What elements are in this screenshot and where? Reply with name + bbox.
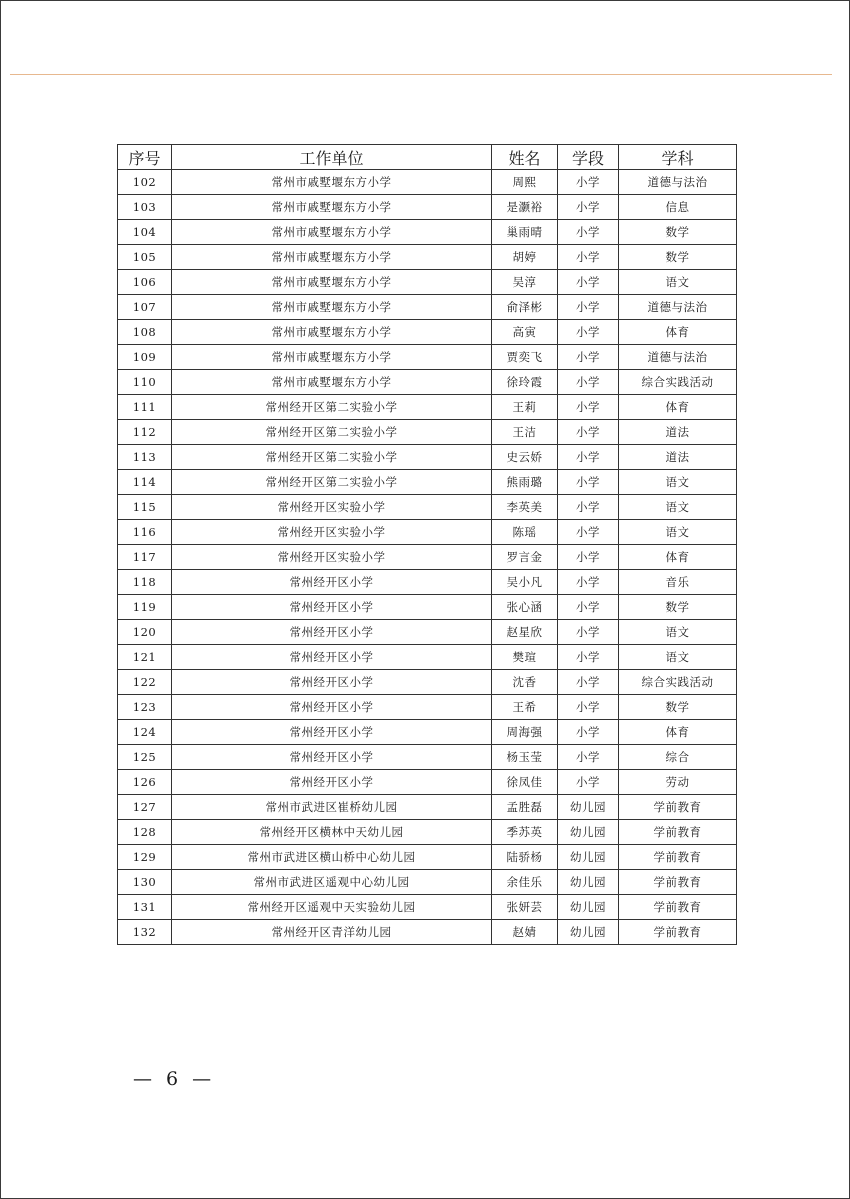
table-header-row xyxy=(118,145,737,170)
cell-name: 陆骄杨 xyxy=(492,845,558,870)
cell-workplace: 常州市武进区横山桥中心幼儿园 xyxy=(172,845,492,870)
cell-name: 熊雨璐 xyxy=(492,470,558,495)
cell-number: 121 xyxy=(118,645,172,670)
cell-number: 102 xyxy=(118,170,172,195)
cell-name: 吴淳 xyxy=(492,270,558,295)
cell-subject: 学前教育 xyxy=(619,845,737,870)
cell-stage: 小学 xyxy=(558,620,619,645)
table-row xyxy=(118,820,737,845)
table-row xyxy=(118,720,737,745)
cell-workplace: 常州经开区第二实验小学 xyxy=(172,470,492,495)
cell-workplace: 常州经开区小学 xyxy=(172,595,492,620)
cell-number: 131 xyxy=(118,895,172,920)
cell-number: 123 xyxy=(118,695,172,720)
cell-stage: 幼儿园 xyxy=(558,870,619,895)
table-row xyxy=(118,770,737,795)
cell-stage: 幼儿园 xyxy=(558,795,619,820)
cell-stage: 幼儿园 xyxy=(558,845,619,870)
cell-number: 111 xyxy=(118,395,172,420)
cell-stage: 幼儿园 xyxy=(558,895,619,920)
cell-stage: 小学 xyxy=(558,520,619,545)
table-row xyxy=(118,895,737,920)
cell-workplace: 常州市戚墅堰东方小学 xyxy=(172,270,492,295)
cell-number: 108 xyxy=(118,320,172,345)
column-header-subject: 学科 xyxy=(619,145,737,170)
cell-stage: 小学 xyxy=(558,495,619,520)
cell-workplace: 常州经开区小学 xyxy=(172,745,492,770)
cell-stage: 小学 xyxy=(558,370,619,395)
cell-workplace: 常州市戚墅堰东方小学 xyxy=(172,345,492,370)
cell-name: 樊瑄 xyxy=(492,645,558,670)
table-row xyxy=(118,370,737,395)
cell-stage: 小学 xyxy=(558,295,619,320)
cell-number: 106 xyxy=(118,270,172,295)
cell-subject: 语文 xyxy=(619,495,737,520)
table-row xyxy=(118,920,737,945)
cell-number: 126 xyxy=(118,770,172,795)
cell-stage: 小学 xyxy=(558,320,619,345)
table-row xyxy=(118,545,737,570)
header-rule xyxy=(10,74,832,75)
cell-workplace: 常州市戚墅堰东方小学 xyxy=(172,370,492,395)
table-row xyxy=(118,595,737,620)
cell-subject: 语文 xyxy=(619,470,737,495)
column-header-number: 序号 xyxy=(118,145,172,170)
cell-subject: 学前教育 xyxy=(619,795,737,820)
table-row xyxy=(118,445,737,470)
table-row xyxy=(118,495,737,520)
cell-name: 高寅 xyxy=(492,320,558,345)
cell-name: 罗言金 xyxy=(492,545,558,570)
cell-number: 119 xyxy=(118,595,172,620)
cell-subject: 学前教育 xyxy=(619,820,737,845)
cell-number: 124 xyxy=(118,720,172,745)
cell-subject: 音乐 xyxy=(619,570,737,595)
cell-stage: 小学 xyxy=(558,420,619,445)
cell-subject: 语文 xyxy=(619,270,737,295)
table-row xyxy=(118,220,737,245)
cell-number: 113 xyxy=(118,445,172,470)
cell-stage: 小学 xyxy=(558,345,619,370)
cell-workplace: 常州经开区小学 xyxy=(172,770,492,795)
cell-name: 史云娇 xyxy=(492,445,558,470)
cell-subject: 体育 xyxy=(619,720,737,745)
cell-stage: 小学 xyxy=(558,170,619,195)
cell-workplace: 常州经开区实验小学 xyxy=(172,495,492,520)
cell-name: 余佳乐 xyxy=(492,870,558,895)
cell-workplace: 常州经开区第二实验小学 xyxy=(172,395,492,420)
cell-workplace: 常州市戚墅堰东方小学 xyxy=(172,245,492,270)
cell-number: 112 xyxy=(118,420,172,445)
cell-stage: 小学 xyxy=(558,195,619,220)
cell-subject: 语文 xyxy=(619,620,737,645)
cell-stage: 幼儿园 xyxy=(558,820,619,845)
table-row xyxy=(118,345,737,370)
cell-workplace: 常州经开区小学 xyxy=(172,670,492,695)
cell-subject: 道德与法治 xyxy=(619,345,737,370)
table-row xyxy=(118,645,737,670)
cell-workplace: 常州经开区第二实验小学 xyxy=(172,445,492,470)
table-row xyxy=(118,570,737,595)
cell-number: 132 xyxy=(118,920,172,945)
cell-number: 105 xyxy=(118,245,172,270)
cell-stage: 小学 xyxy=(558,745,619,770)
column-header-stage: 学段 xyxy=(558,145,619,170)
cell-stage: 小学 xyxy=(558,445,619,470)
cell-workplace: 常州经开区小学 xyxy=(172,620,492,645)
cell-name: 李英美 xyxy=(492,495,558,520)
page-number: — 6 — xyxy=(133,1068,216,1090)
cell-subject: 道法 xyxy=(619,445,737,470)
cell-stage: 小学 xyxy=(558,570,619,595)
cell-name: 陈瑶 xyxy=(492,520,558,545)
cell-subject: 语文 xyxy=(619,520,737,545)
table-row xyxy=(118,620,737,645)
table-row xyxy=(118,420,737,445)
cell-subject: 劳动 xyxy=(619,770,737,795)
cell-subject: 学前教育 xyxy=(619,920,737,945)
table-row xyxy=(118,695,737,720)
cell-subject: 语文 xyxy=(619,645,737,670)
cell-subject: 体育 xyxy=(619,545,737,570)
cell-name: 俞泽彬 xyxy=(492,295,558,320)
cell-workplace: 常州市武进区崔桥幼儿园 xyxy=(172,795,492,820)
cell-number: 109 xyxy=(118,345,172,370)
table-row xyxy=(118,245,737,270)
cell-subject: 数学 xyxy=(619,695,737,720)
cell-subject: 综合 xyxy=(619,745,737,770)
table-row xyxy=(118,295,737,320)
cell-number: 118 xyxy=(118,570,172,595)
cell-workplace: 常州经开区小学 xyxy=(172,720,492,745)
cell-workplace: 常州经开区小学 xyxy=(172,695,492,720)
cell-stage: 小学 xyxy=(558,270,619,295)
cell-workplace: 常州市武进区遥观中心幼儿园 xyxy=(172,870,492,895)
cell-workplace: 常州经开区小学 xyxy=(172,645,492,670)
cell-stage: 小学 xyxy=(558,545,619,570)
table-body xyxy=(118,170,737,945)
cell-name: 赵星欣 xyxy=(492,620,558,645)
cell-number: 129 xyxy=(118,845,172,870)
cell-name: 巢雨晴 xyxy=(492,220,558,245)
cell-stage: 幼儿园 xyxy=(558,920,619,945)
cell-stage: 小学 xyxy=(558,695,619,720)
cell-name: 沈香 xyxy=(492,670,558,695)
cell-workplace: 常州经开区实验小学 xyxy=(172,520,492,545)
cell-subject: 信息 xyxy=(619,195,737,220)
column-header-workplace: 工作单位 xyxy=(172,145,492,170)
cell-stage: 小学 xyxy=(558,395,619,420)
cell-number: 127 xyxy=(118,795,172,820)
table-row xyxy=(118,170,737,195)
cell-name: 王莉 xyxy=(492,395,558,420)
cell-stage: 小学 xyxy=(558,220,619,245)
cell-number: 116 xyxy=(118,520,172,545)
cell-stage: 小学 xyxy=(558,470,619,495)
cell-subject: 数学 xyxy=(619,595,737,620)
cell-name: 赵婧 xyxy=(492,920,558,945)
cell-workplace: 常州经开区小学 xyxy=(172,570,492,595)
cell-number: 103 xyxy=(118,195,172,220)
table-row xyxy=(118,670,737,695)
cell-number: 130 xyxy=(118,870,172,895)
table-row xyxy=(118,470,737,495)
cell-number: 128 xyxy=(118,820,172,845)
cell-number: 122 xyxy=(118,670,172,695)
cell-name: 季苏英 xyxy=(492,820,558,845)
cell-subject: 学前教育 xyxy=(619,870,737,895)
cell-name: 王希 xyxy=(492,695,558,720)
table-row xyxy=(118,320,737,345)
cell-stage: 小学 xyxy=(558,245,619,270)
cell-name: 张心涵 xyxy=(492,595,558,620)
cell-number: 107 xyxy=(118,295,172,320)
cell-subject: 体育 xyxy=(619,395,737,420)
cell-workplace: 常州经开区实验小学 xyxy=(172,545,492,570)
cell-subject: 道法 xyxy=(619,420,737,445)
cell-subject: 数学 xyxy=(619,245,737,270)
cell-number: 114 xyxy=(118,470,172,495)
cell-stage: 小学 xyxy=(558,720,619,745)
cell-name: 周海强 xyxy=(492,720,558,745)
cell-workplace: 常州市戚墅堰东方小学 xyxy=(172,220,492,245)
cell-number: 125 xyxy=(118,745,172,770)
table-row xyxy=(118,195,737,220)
cell-name: 胡婷 xyxy=(492,245,558,270)
column-header-name: 姓名 xyxy=(492,145,558,170)
table-row xyxy=(118,845,737,870)
cell-subject: 综合实践活动 xyxy=(619,370,737,395)
cell-stage: 小学 xyxy=(558,645,619,670)
cell-name: 是灏裕 xyxy=(492,195,558,220)
cell-subject: 数学 xyxy=(619,220,737,245)
cell-name: 徐玲霞 xyxy=(492,370,558,395)
cell-subject: 综合实践活动 xyxy=(619,670,737,695)
cell-workplace: 常州市戚墅堰东方小学 xyxy=(172,295,492,320)
cell-subject: 学前教育 xyxy=(619,895,737,920)
table-row xyxy=(118,520,737,545)
cell-workplace: 常州市戚墅堰东方小学 xyxy=(172,195,492,220)
cell-name: 周熙 xyxy=(492,170,558,195)
cell-workplace: 常州市戚墅堰东方小学 xyxy=(172,170,492,195)
roster-table xyxy=(117,144,737,945)
table-row xyxy=(118,270,737,295)
cell-subject: 道德与法治 xyxy=(619,170,737,195)
cell-number: 117 xyxy=(118,545,172,570)
cell-name: 张妍芸 xyxy=(492,895,558,920)
cell-workplace: 常州市戚墅堰东方小学 xyxy=(172,320,492,345)
cell-stage: 小学 xyxy=(558,670,619,695)
cell-number: 110 xyxy=(118,370,172,395)
table-row xyxy=(118,870,737,895)
cell-stage: 小学 xyxy=(558,595,619,620)
cell-number: 104 xyxy=(118,220,172,245)
cell-stage: 小学 xyxy=(558,770,619,795)
cell-name: 吴小凡 xyxy=(492,570,558,595)
cell-number: 115 xyxy=(118,495,172,520)
cell-workplace: 常州经开区青洋幼儿园 xyxy=(172,920,492,945)
cell-name: 孟胜磊 xyxy=(492,795,558,820)
cell-name: 徐凤佳 xyxy=(492,770,558,795)
cell-number: 120 xyxy=(118,620,172,645)
table-row xyxy=(118,795,737,820)
cell-workplace: 常州经开区遥观中天实验幼儿园 xyxy=(172,895,492,920)
cell-name: 王洁 xyxy=(492,420,558,445)
cell-subject: 体育 xyxy=(619,320,737,345)
cell-workplace: 常州经开区第二实验小学 xyxy=(172,420,492,445)
table-row xyxy=(118,395,737,420)
cell-subject: 道德与法治 xyxy=(619,295,737,320)
cell-name: 杨玉莹 xyxy=(492,745,558,770)
cell-workplace: 常州经开区横林中天幼儿园 xyxy=(172,820,492,845)
cell-name: 贾奕飞 xyxy=(492,345,558,370)
table-row xyxy=(118,745,737,770)
